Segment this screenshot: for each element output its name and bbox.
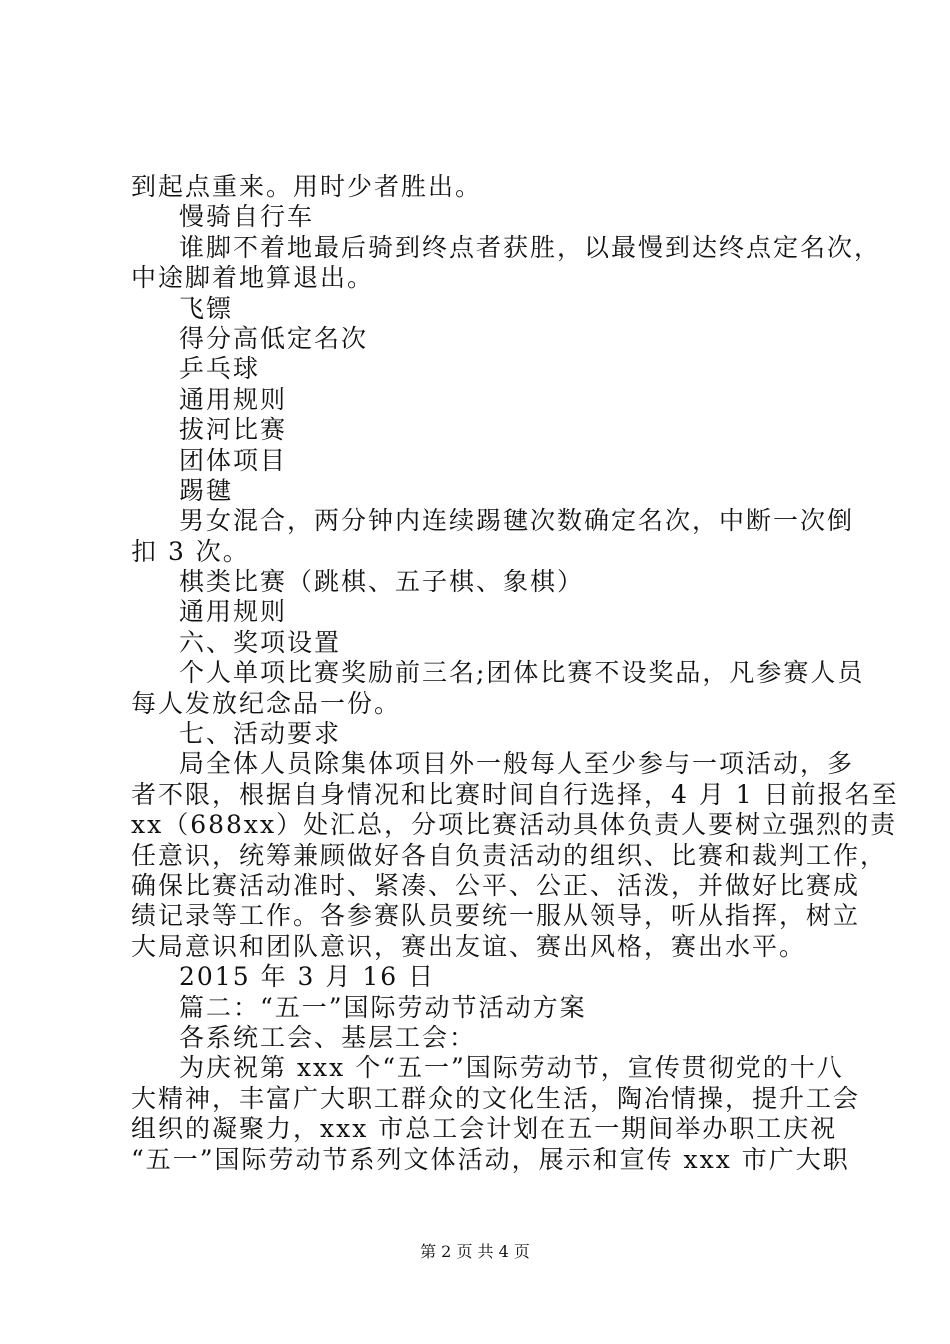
text-line: 每人发放纪念品一份。 <box>131 688 402 718</box>
text-line: 踢毽 <box>179 475 234 505</box>
text-line: 到起点重来。用时少者胜出。 <box>131 172 483 201</box>
text-line: xx（688xx）处汇总，分项比赛活动具体负责人要树立强烈的责 <box>131 810 898 840</box>
text-line: 为庆祝第 xxx 个“五一”国际劳动节，宣传贯彻党的十八 <box>179 1053 844 1083</box>
text-line: 棋类比赛（跳棋、五子棋、象棋） <box>179 567 585 597</box>
text-line: 大精神，丰富广大职工群众的文化生活，陶冶情操，提升工会 <box>131 1083 861 1113</box>
text-line: 2015 年 3 月 16 日 <box>179 962 436 992</box>
text-line: 各系统工会、基层工会： <box>179 1022 477 1052</box>
text-line: 通用规则 <box>179 597 288 627</box>
text-line: 扣 3 次。 <box>131 536 250 566</box>
text-line: 慢骑自行车 <box>179 202 315 232</box>
text-line: 通用规则 <box>179 384 288 414</box>
text-line: 局全体人员除集体项目外一般每人至少参与一项活动，多 <box>179 749 855 779</box>
text-line: 者不限，根据自身情况和比赛时间自行选择，4 月 1 日前报名至 <box>131 779 899 809</box>
text-line: 七、活动要求 <box>179 719 342 749</box>
text-line: 确保比赛活动准时、紧凑、公平、公正、活泼，并做好比赛成 <box>131 870 861 900</box>
text-line: 乒乓球 <box>179 354 261 384</box>
text-line: 中途脚着地算退出。 <box>131 263 375 293</box>
text-line: 团体项目 <box>179 445 288 475</box>
text-line: 六、奖项设置 <box>179 627 342 657</box>
text-line: 拔河比赛 <box>179 415 288 445</box>
text-line: 篇二：“五一”国际劳动节活动方案 <box>179 992 587 1022</box>
text-line: “五一”国际劳动节系列文体活动，展示和宣传 xxx 市广大职 <box>131 1144 850 1174</box>
text-line: 男女混合，两分钟内连续踢毽次数确定名次，中断一次倒 <box>179 506 855 536</box>
text-line: 大局意识和团队意识，赛出友谊、赛出风格，赛出水平。 <box>131 931 807 961</box>
text-line: 得分高低定名次 <box>179 323 369 353</box>
text-line: 任意识，统筹兼顾做好各自负责活动的组织、比赛和裁判工作， <box>131 840 888 870</box>
document-body <box>131 172 899 1175</box>
page-footer: 第 2 页 共 4 页 <box>420 1242 530 1261</box>
text-line: 谁脚不着地最后骑到终点者获胜，以最慢到达终点定名次， <box>179 232 882 262</box>
text-line: 飞镖 <box>179 293 234 323</box>
text-line: 组织的凝聚力，xxx 市总工会计划在五一期间举办职工庆祝 <box>131 1114 838 1144</box>
text-line: 绩记录等工作。各参赛队员要统一服从领导，听从指挥，树立 <box>131 901 861 931</box>
text-line: 个人单项比赛奖励前三名;团体比赛不设奖品，凡参赛人员 <box>179 658 865 688</box>
